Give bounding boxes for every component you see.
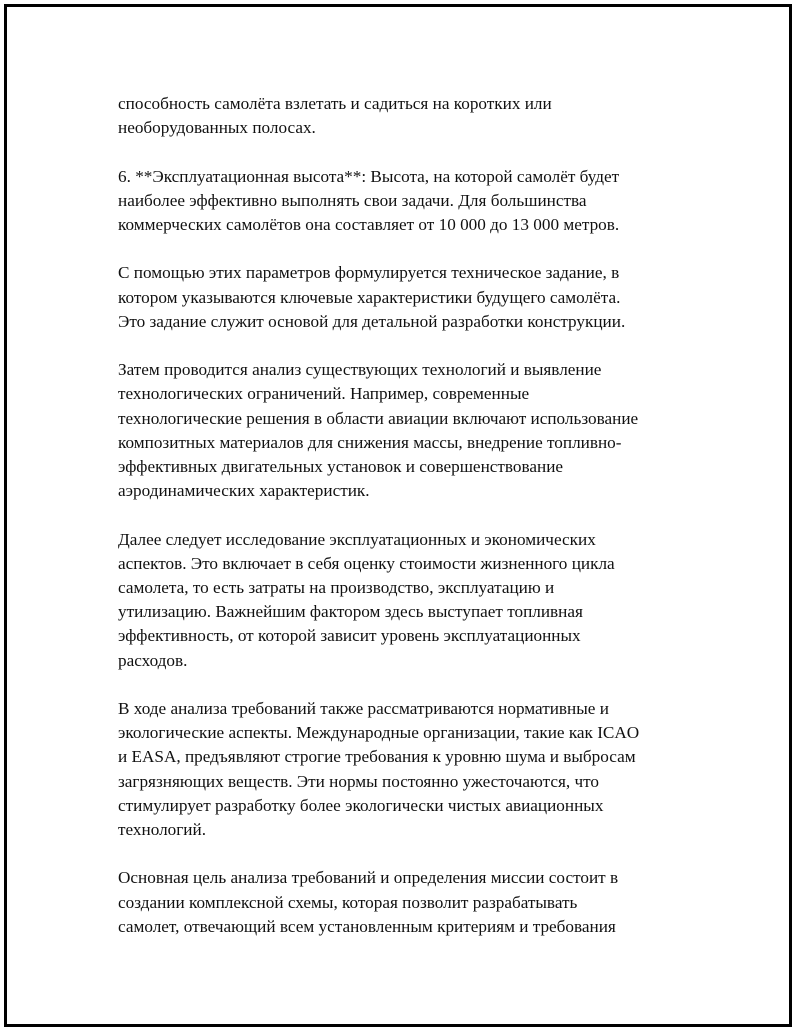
paragraph-takeoff-capability xyxy=(118,92,698,140)
paragraph-technology-analysis xyxy=(118,358,698,503)
text-line: технологий. xyxy=(118,820,206,840)
text-line: самолет, отвечающий всем установленным критериям и требования xyxy=(118,916,616,936)
text-line: наиболее эффективно выполнять свои задачи. Для большинства xyxy=(118,190,587,210)
text-line: самолета, то есть затраты на производство, эксплуатацию и xyxy=(118,578,555,597)
text-line: аэродинамических характеристик. xyxy=(118,481,370,501)
text-line: экологические аспекты. Международные организации, такие как ICAO xyxy=(118,723,640,743)
paragraph-technical-specification xyxy=(118,261,698,334)
text-line: коммерческих самолётов она составляет от 10 000 до 13 000 метров. xyxy=(118,215,620,234)
text-line: В ходе анализа требований также рассматриваются нормативные и xyxy=(118,699,609,718)
text-line: создании комплексной схемы, которая позволит разрабатывать xyxy=(118,892,578,912)
text-line: С помощью этих параметров формулируется техническое задание, в xyxy=(118,263,620,283)
text-line: технологические решения в области авиации включают использование xyxy=(118,408,639,428)
text-line: необорудованных полосах. xyxy=(118,118,316,138)
text-line: Далее следует исследование эксплуатационных и экономических xyxy=(118,529,596,549)
text-line: Это задание служит основой для детальной разработки конструкции. xyxy=(118,311,626,331)
text-line: стимулирует разработку более экологически чистых авиационных xyxy=(118,795,604,815)
paragraph-main-goal xyxy=(118,866,698,939)
text-line: 6. **Эксплуатационная высота**: Высота, на которой самолёт будет xyxy=(118,166,620,186)
text-line: утилизацию. Важнейшим фактором здесь выступает топливная xyxy=(118,602,583,622)
text-line: эффективность, от которой зависит уровень эксплуатационных xyxy=(118,626,581,646)
text-line: загрязняющих веществ. Эти нормы постоянно ужесточаются, что xyxy=(118,771,599,791)
text-line: Затем проводится анализ существующих технологий и выявление xyxy=(118,360,602,380)
paragraph-operational-altitude xyxy=(118,165,698,238)
text-line: аспектов. Это включает в себя оценку стоимости жизненного цикла xyxy=(118,553,615,573)
text-line: технологических ограничений. Например, современные xyxy=(118,384,530,404)
text-line: и EASA, предъявляют строгие требования к уровню шума и выбросам xyxy=(118,747,636,767)
text-line: Основная цель анализа требований и определения миссии состоит в xyxy=(118,868,619,888)
text-line: эффективных двигательных установок и совершенствование xyxy=(118,457,564,476)
text-line: котором указываются ключевые характеристики будущего самолёта. xyxy=(118,287,621,307)
text-line: композитных материалов для снижения массы, внедрение топливно- xyxy=(118,432,622,452)
text-line: расходов. xyxy=(118,650,188,670)
text-line: способность самолёта взлетать и садиться на коротких или xyxy=(118,94,552,113)
paragraph-economic-aspects xyxy=(118,528,698,673)
paragraph-regulatory-aspects xyxy=(118,697,698,842)
document-body xyxy=(118,92,698,963)
